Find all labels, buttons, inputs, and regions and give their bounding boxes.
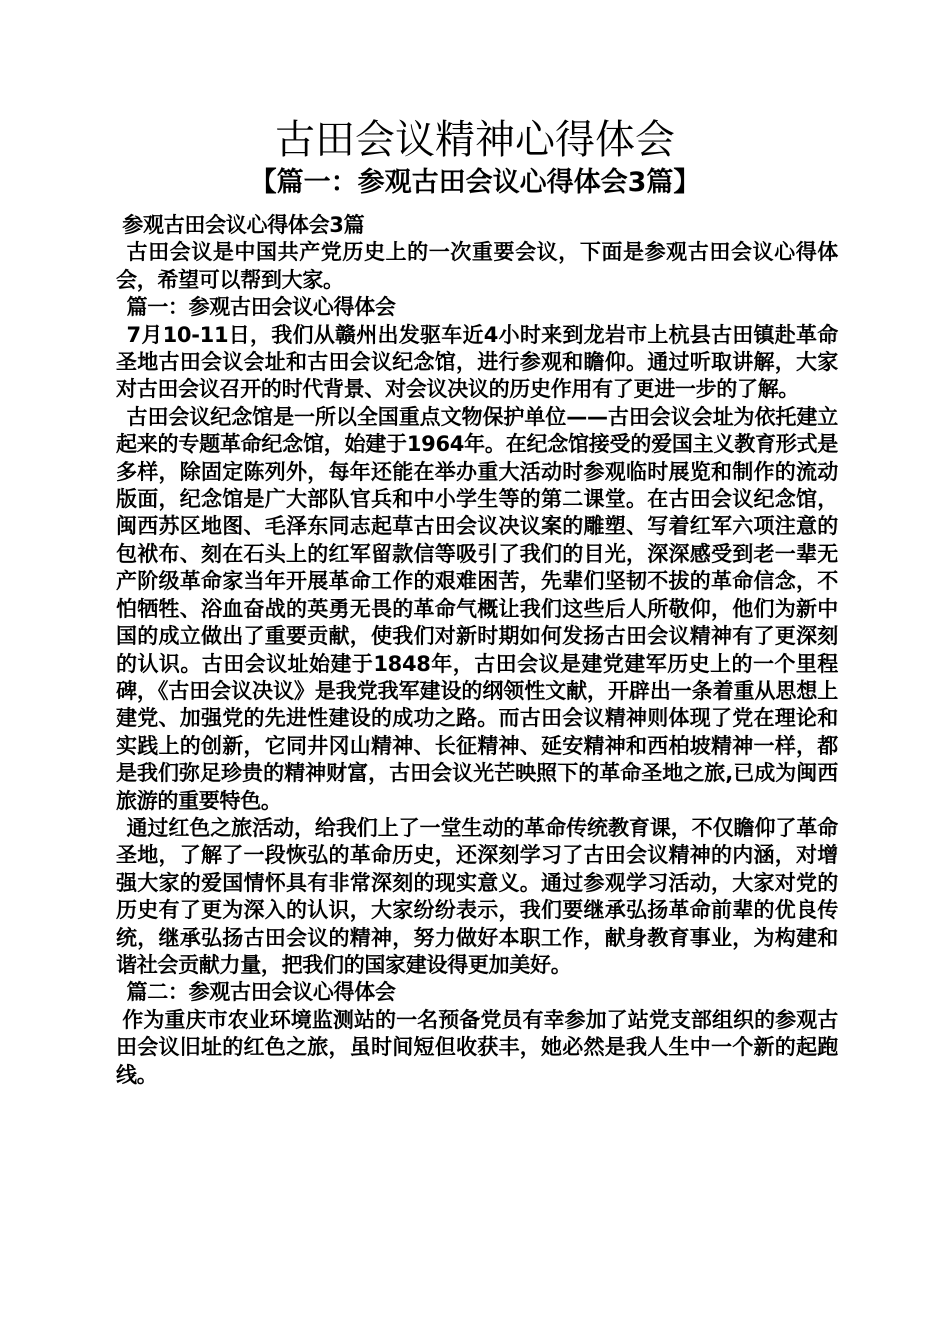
section-heading: 参观古田会议心得体会3篇 bbox=[122, 213, 365, 237]
body-paragraph: 通过红色之旅活动，给我们上了一堂生动的革命传统教育课，不仅瞻仰了革命圣地，了解了一段恢弘的革命历史，还深刻学习了古田会议精神的内涵，对增强大家的爱国情怀具有非常深刻的现实意义。通过参观学习活动，大家对党的历史有了更为深入的认识，大家纷纷表示，我们要继承弘扬革命前辈的优良传统，继承弘扬古田会议的精神，努力做好本职工作，献身教育事业，为构建和谐社会贡献力量，把我们的国家建设得更加美好。 bbox=[116, 815, 838, 977]
body-paragraph: 古田会议纪念馆是一所以全国重点文物保护单位——古田会议会址为依托建立起来的专题革命纪念馆，始建于1964年。在纪念馆接受的爱国主义教育形式是多样，除固定陈列外，每年还能在举办重大活动时参观临时展览和制作的流动版面，纪念馆是广大部队官兵和中小学生等的第二课堂。在古田会议纪念馆，闽西苏区地图、毛泽东同志起草古田会议决议案的雕塑、写着红军六项注意的包袱布、刻在石头上的红军留款信等吸引了我们的目光，深深感受到老一辈无产阶级革命家当年开展革命工作的艰难困苦，先辈们坚韧不拔的革命信念，不怕牺牲、浴血奋战的英勇无畏的革命气概让我们这些后人所敬仰，他们为新中国的成立做出了重要贡献，使我们对新时期如何发扬古田会议精神有了更深刻的认识。古田会议址始建于1848年，古田会议是建党建军历史上的一个里程碑，《古田会议决议》是我党我军建设的纲领性文献，开辟出一条着重从思想上建党、加强党的先进性建设的成功之路。而古田会议精神则体现了党在理论和实践上的创新，它同井冈山精神、长征精神、延安精神和西柏坡精神一样，都是我们弥足珍贵的精神财富，古田会议光芒映照下的革命圣地之旅,已成为闽西旅游的重要特色。 bbox=[116, 404, 838, 813]
intro-paragraph: 古田会议是中国共产党历史上的一次重要会议，下面是参观古田会议心得体会，希望可以帮到大家。 bbox=[116, 240, 838, 292]
body-paragraph: 作为重庆市农业环境监测站的一名预备党员有幸参加了站党支部组织的参观古田会议旧址的红色之旅，虽时间短但收获丰，她必然是我人生中一个新的起跑线。 bbox=[116, 1007, 838, 1087]
document-title: 古田会议精神心得体会 bbox=[275, 117, 675, 163]
section-heading: 篇二：参观古田会议心得体会 bbox=[126, 980, 396, 1005]
body-paragraph: 7月10-11日，我们从赣州出发驱车近4小时来到龙岩市上杭县古田镇赴革命圣地古田会议会址和古田会议纪念馆，进行参观和瞻仰。通过听取讲解，大家对古田会议召开的时代背景、对会议决议的历史作用有了更进一步的了解。 bbox=[116, 322, 838, 402]
document-body bbox=[116, 212, 838, 1089]
document-subtitle: 【篇一：参观古田会议心得体会3篇】 bbox=[249, 167, 701, 198]
section-heading: 篇一：参观古田会议心得体会 bbox=[126, 295, 396, 320]
